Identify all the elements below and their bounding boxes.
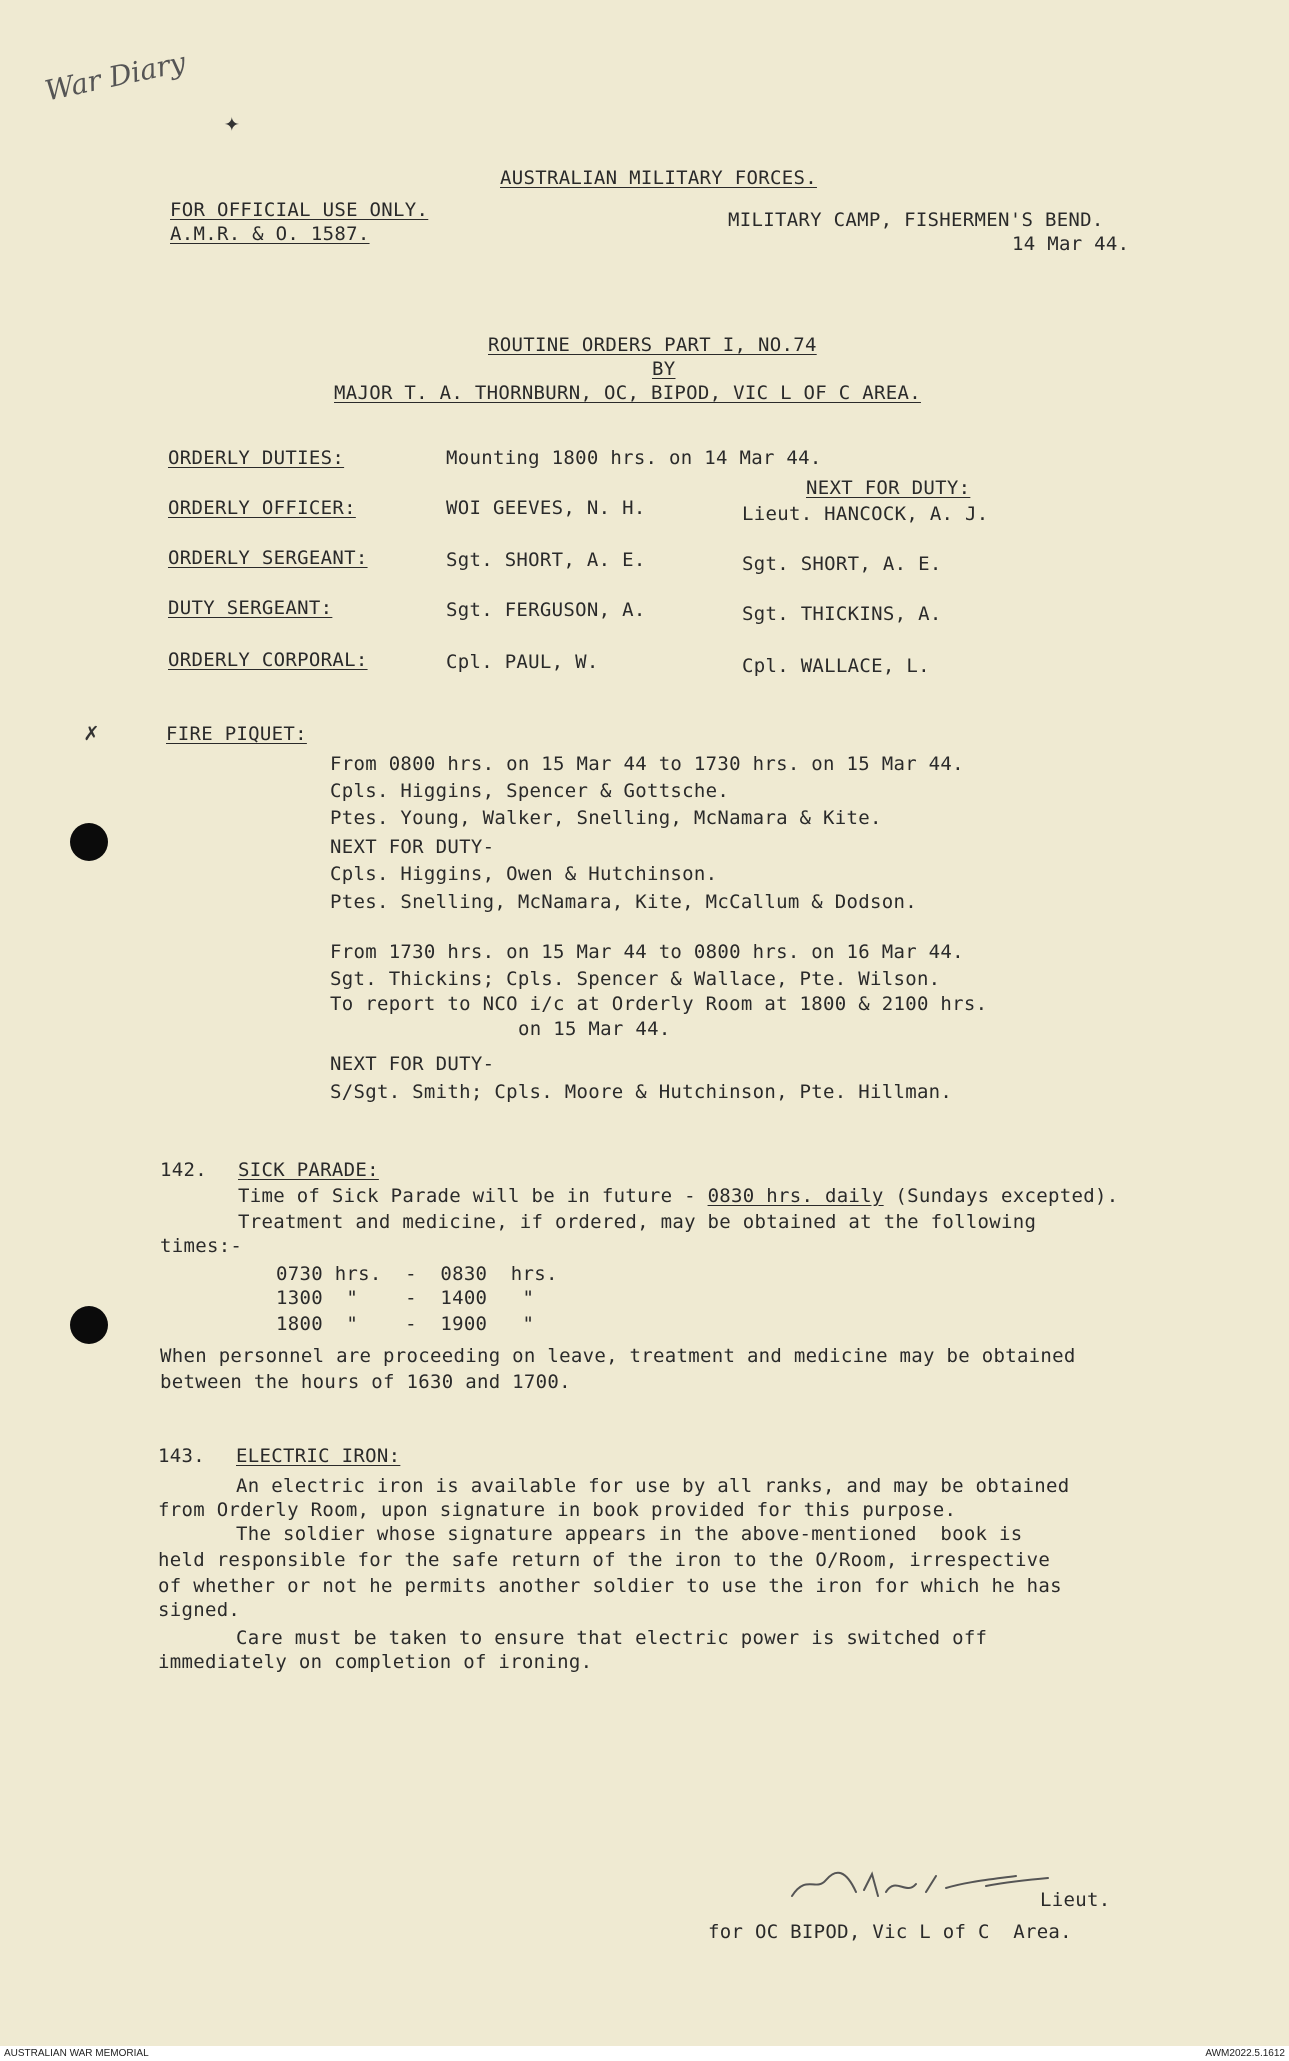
section-heading: SICK PARADE: [238,1159,379,1181]
duty-row-current: WOI GEEVES, N. H. [446,497,646,519]
electric-iron-line: immediately on completion of ironing. [158,1651,593,1673]
sick-parade-time: 1300 " - 1400 " [276,1287,535,1309]
orders-by: BY [652,358,676,380]
electric-iron-line: Care must be taken to ensure that electric power is switched off [236,1627,988,1649]
section-heading: ELECTRIC IRON: [236,1445,401,1467]
punch-hole [70,823,108,861]
duty-row-label: ORDERLY OFFICER: [168,497,356,519]
fire-piquet-line: From 0800 hrs. on 15 Mar 44 to 1730 hrs. on 15 Mar 44. [330,753,964,775]
archive-footer [0,2046,1289,2061]
reference: A.M.R. & O. 1587. [170,223,370,245]
sick-parade-time: 1800 " - 1900 " [276,1313,535,1335]
duty-row-label: ORDERLY CORPORAL: [168,649,368,671]
fire-piquet-line: From 1730 hrs. on 15 Mar 44 to 0800 hrs. on 16 Mar 44. [330,941,964,963]
fire-piquet-line: NEXT FOR DUTY- [330,836,495,858]
electric-iron-line: held responsible for the safe return of the iron to the O/Room, irrespective [158,1549,1051,1571]
sick-parade-line: When personnel are proceeding on leave, treatment and medicine may be obtained [160,1345,1076,1367]
fire-piquet-line: Ptes. Young, Walker, Snelling, McNamara & Kite. [330,807,882,829]
duty-row-current: Cpl. PAUL, W. [446,651,599,673]
fire-piquet-line: NEXT FOR DUTY- [330,1053,495,1075]
fire-piquet-line: on 15 Mar 44. [518,1018,671,1040]
archive-reference: AWM2022.5.1612 [1205,2048,1285,2059]
duty-row-next: Sgt. SHORT, A. E. [742,553,942,575]
orders-issuer: MAJOR T. A. THORNBURN, OC, BIPOD, VIC L OF C AREA. [334,382,921,404]
electric-iron-line: An electric iron is available for use by all ranks, and may be obtained [236,1475,1070,1497]
location: MILITARY CAMP, FISHERMEN'S BEND. [728,209,1104,231]
sick-parade-line: times:- [160,1235,243,1257]
orders-title: ROUTINE ORDERS PART I, NO.74 [488,334,817,356]
electric-iron-line: signed. [158,1599,241,1621]
duty-row-next: Cpl. WALLACE, L. [742,655,930,677]
duty-row-current: Sgt. FERGUSON, A. [446,599,646,621]
classification: FOR OFFICIAL USE ONLY. [170,199,429,221]
sick-parade-line: Time of Sick Parade will be in future - 0830 hrs. daily (Sundays excepted). [238,1185,1119,1207]
electric-iron-line: of whether or not he permits another soldier to use the iron for which he has [158,1575,1062,1597]
orderly-duties-value: Mounting 1800 hrs. on 14 Mar 44. [446,447,822,469]
duty-row-next: Sgt. THICKINS, A. [742,603,942,625]
fire-piquet-line: S/Sgt. Smith; Cpls. Moore & Hutchinson, Pte. Hillman. [330,1081,953,1103]
section-number: 142. [160,1159,207,1181]
fire-piquet-line: To report to NCO i/c at Orderly Room at 1800 & 2100 hrs. [330,993,988,1015]
date: 14 Mar 44. [1012,233,1130,255]
fire-piquet-line: Sgt. Thickins; Cpls. Spencer & Wallace, Pte. Wilson. [330,968,941,990]
margin-tick-mark: ✗ [84,718,99,746]
section-number: 143. [158,1445,205,1467]
fire-piquet-line: Cpls. Higgins, Owen & Hutchinson. [330,863,718,885]
electric-iron-line: from Orderly Room, upon signature in book provided for this purpose. [158,1499,957,1521]
signature-scrawl [786,1862,1066,1908]
sick-parade-line: between the hours of 1630 and 1700. [160,1371,571,1393]
signature-for-line: for OC BIPOD, Vic L of C Area. [708,1921,1072,1943]
duty-row-current: Sgt. SHORT, A. E. [446,549,646,571]
fire-piquet-line: Cpls. Higgins, Spencer & Gottsche. [330,780,730,802]
sick-parade-line: Treatment and medicine, if ordered, may be obtained at the following [238,1211,1037,1233]
duty-row-label: DUTY SERGEANT: [168,597,333,619]
electric-iron-line: The soldier whose signature appears in the above-mentioned book is [236,1523,1023,1545]
duty-row-next: Lieut. HANCOCK, A. J. [742,503,989,525]
handwritten-annotation: War Diary [42,45,189,108]
punch-hole [70,1306,108,1344]
duty-row-label: ORDERLY SERGEANT: [168,547,368,569]
punch-mark: ✦ [224,108,240,138]
archive-name: AUSTRALIAN WAR MEMORIAL [4,2048,149,2059]
fire-piquet-label: FIRE PIQUET: [166,723,307,745]
sick-parade-time: 0730 hrs. - 0830 hrs. [276,1263,558,1285]
next-for-duty-heading: NEXT FOR DUTY: [806,477,971,499]
organisation-heading: AUSTRALIAN MILITARY FORCES. [500,167,817,189]
fire-piquet-line: Ptes. Snelling, McNamara, Kite, McCallum & Dodson. [330,891,917,913]
orderly-duties-label: ORDERLY DUTIES: [168,447,345,469]
signatory-rank: Lieut. [1040,1889,1111,1911]
